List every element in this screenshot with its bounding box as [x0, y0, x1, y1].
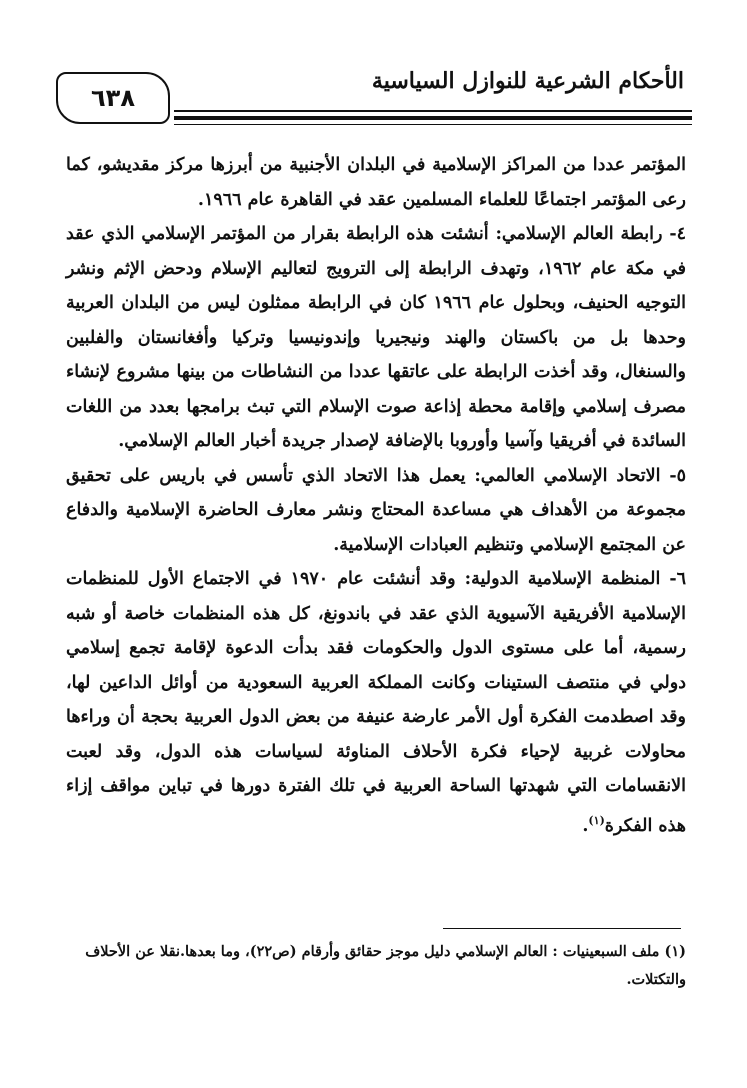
- end-mark: .: [582, 815, 589, 836]
- running-title: الأحكام الشرعية للنوازل السياسية: [371, 68, 684, 94]
- footnote-separator: [443, 928, 681, 929]
- paragraph-1: المؤتمر عددا من المراكز الإسلامية في البلدان الأجنبية من أبرزها مركز مقديشو، كما رعى المؤتمر اجتماعًا للعلماء المسلمين عقد في القاهرة عام ١٩٦٦.: [66, 155, 686, 210]
- header-rule-thick: [174, 116, 692, 120]
- footnote-reference: (١): [588, 813, 605, 827]
- paragraph-4: [66, 562, 686, 843]
- page-number: ٦٣٨: [56, 72, 170, 124]
- page-header: [56, 66, 692, 130]
- body-text: [66, 148, 686, 843]
- paragraph-3: ٥- الاتحاد الإسلامي العالمي: يعمل هذا الاتحاد الذي تأسس في باريس على تحقيق مجموعة من الأهداف هي مساعدة المحتاج ونشر معارف الحاضرة الإسلامية والدفاع عن المجتمع الإسلامي وتنظيم العبادات الإسلامية.: [66, 465, 686, 555]
- paragraph-2: ٤- رابطة العالم الإسلامي: أنشئت هذه الرابطة بقرار من المؤتمر الإسلامي الذي عقد في مكة عام ١٩٦٢، وتهدف الرابطة إلى الترويج لتعاليم الإسلام ودحض الإثم ونشر التوجيه الحنيف، وبحلول عام ١٩٦٦ كان في الرابطة ممثلون ليس من البلدان العربية وحدها بل من باكستان والهند ونيجيريا وإندونيسيا وتركيا وأفغانستان والفلبين والسنغال، وقد أخذت الرابطة على عاتقها عددا من النشاطات من بينها مشروع لإنشاء مصرف إسلامي وإقامة محطة إذاعة صوت الإسلام التي تبث برامجها بعدد من اللغات السائدة في أفريقيا وآسيا وأوروبا بالإضافة لإصدار جريدة أخبار العالم الإسلامي.: [66, 224, 686, 451]
- header-rule-thin: [174, 124, 692, 125]
- paragraph-4-text: ٦- المنظمة الإسلامية الدولية: وقد أنشئت عام ١٩٧٠ في الاجتماع الأول للمنظمات الإسلامية الأفريقية الآسيوية الذي عقد في باندونغ، كل هذه المنظمات خاصة أو شبه رسمية، أما على مستوى الدول والحكومات فقد بدأت الدعوة لإقامة تجمع إسلامي دولي في منتصف الستينات وكانت المملكة العربية السعودية من أوائل الداعين لها، وقد اصطدمت الفكرة أول الأمر عارضة عنيفة من بعض الدول العربية بحجة أن وراءها محاولات غربية لإحياء فكرة الأحلاف المناوئة لسياسات هذه الدول، وقد لعبت الانقسامات التي شهدتها الساحة العربية في تلك الفترة دورها في تباين مواقف إزاء هذه الفكرة: [66, 569, 686, 836]
- footnote: (١) ملف السبعينيات : العالم الإسلامي دليل موجز حقائق وأرقام (ص٢٢)، وما بعدها.نقلا عن الأحلاف والتكتلات.: [85, 943, 686, 988]
- header-rule: [174, 110, 692, 112]
